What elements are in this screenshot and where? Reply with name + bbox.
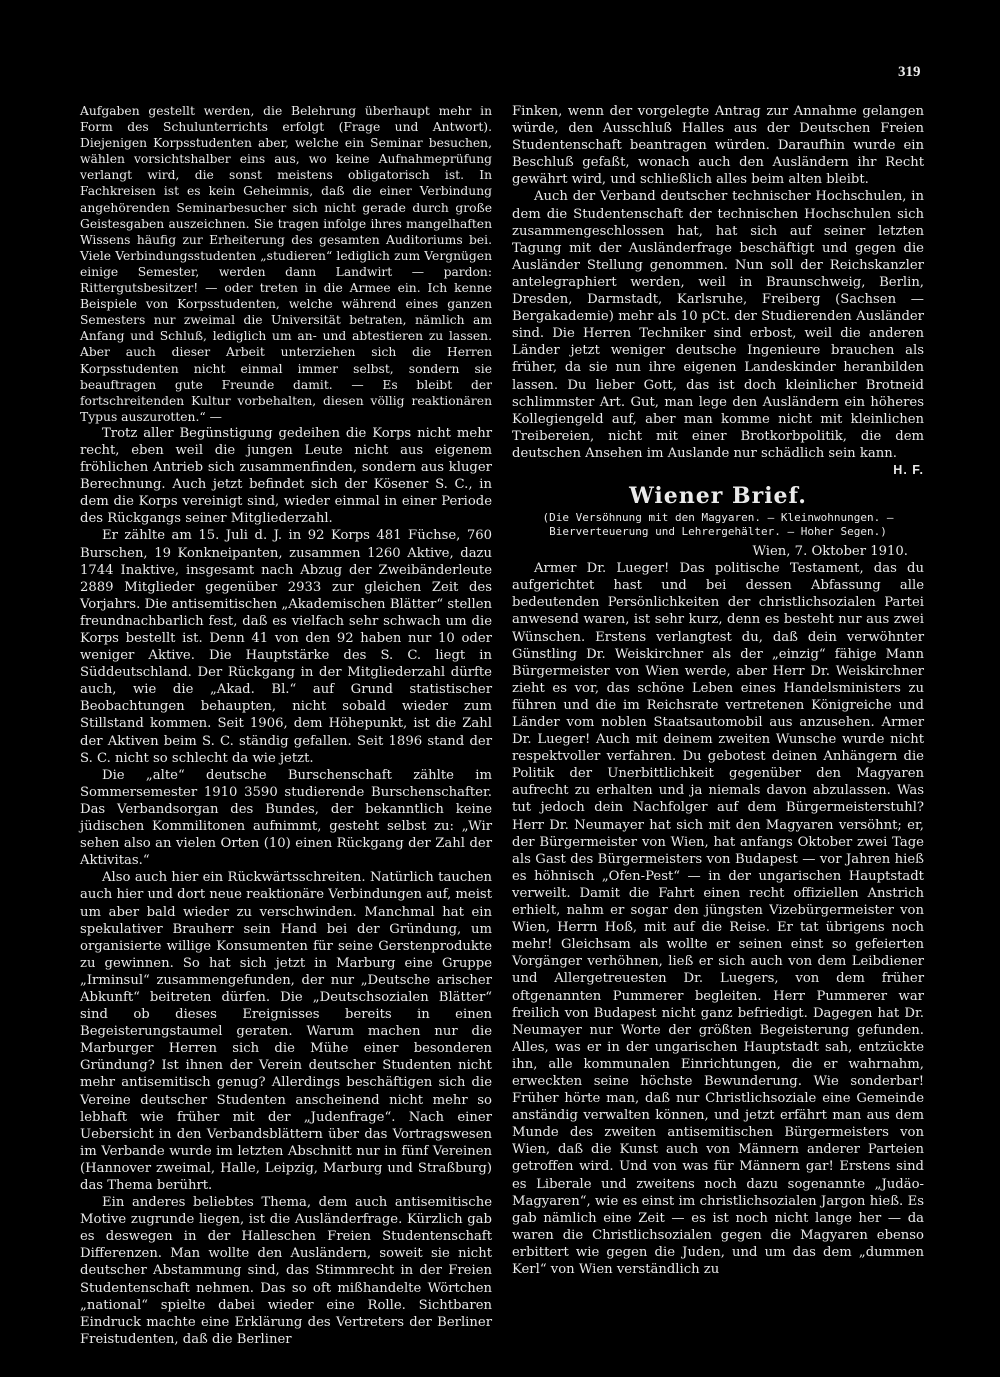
- author-signature: H. F.: [893, 462, 924, 477]
- page-number: 319: [898, 64, 921, 80]
- left-column: [80, 103, 492, 1348]
- paragraph: Er zählte am 15. Juli d. J. in 92 Korps 481 Füchse, 760 Burschen, 19 Konkneipanten, zusammen 1260 Aktive, dazu 1744 Inaktive, insgesamt nach Abzug der Zweibänderleute 2889 Mitglieder gegenüber 2933 zur gleichen Zeit des Vorjahrs. Die antisemitischen „Akademischen Blätter“ stellen freundnachbarlich fest, daß es vielfach sehr schwach um die Korps bestellt ist. Denn 41 von den 92 haben nur 10 oder weniger Aktive. Die Hauptstärke des S. C. liegt in Süddeutschland. Der Rückgang in der Mitgliederzahl dürfte auch, wie die „Akad. Bl.“ auf Grund statistischer Beobachtungen behaupten, nicht sobald wieder zum Stillstand kommen. Seit 1906, dem Höhepunkt, ist die Zahl der Aktiven beim S. C. ständig gefallen. Seit 1896 stand der S. C. nicht so schlecht da wie jetzt.: [80, 528, 492, 766]
- paragraph: Ein anderes beliebtes Thema, dem auch antisemitische Motive zugrunde liegen, ist die Ausländerfrage. Kürzlich gab es deswegen in der Halleschen Freien Studentenschaft Differenzen. Man wollte den Ausländern, soweit sie nicht deutscher Abstammung sind, das Stimmrecht in der Freien Studentenschaft nehmen. Das so oft mißhandelte Wörtchen „national“ spielte dabei wieder eine Rolle. Sichtbaren Eindruck machte eine Erklärung des Vertreters der Berliner Freistudenten, daß die Berliner: [80, 1195, 492, 1347]
- paragraph: Trotz aller Begünstigung gedeihen die Korps nicht mehr recht, eben weil die jungen Leute nicht aus eigenem fröhlichen Antrieb sich zusammenfinden, sondern aus kluger Berechnung. Auch jetzt befindet sich der Kösener S. C., in dem die Korps vereinigt sind, wieder einmal in einer Periode des Rückgangs seiner Mitgliederzahl.: [80, 425, 492, 527]
- paragraph: Also auch hier ein Rückwärtsschreiten. Natürlich tauchen auch hier und dort neue reaktionäre Verbindungen auf, meist um aber bald wieder zu verschwinden. Manchmal hat ein spekulativer Brauherr sein Hand bei der Gründung, um organisierte willige Konsumenten für seine Gerstenprodukte zu gewinnen. So hat sich jetzt in Marburg eine Gruppe „Irminsul“ zusammengefunden, der nur „Deutsche arischer Abkunft“ beitreten dürfen. Die „Deutschsozialen Blätter“ sind ob dieses Ereignisses bereits in einen Begeisterungstaumel geraten. Warum machen nur die Marburger Herren sich die Mühe einer besonderen Gründung? Ist ihnen der Verein deutscher Studenten nicht mehr antisemitisch genug? Allerdings beschäftigen sich die Vereine deutscher Studenten anscheinend nicht mehr so lebhaft wie früher mit der „Judenfrage“. Nach einer Uebersicht in den Verbandsblättern über das Vortragswesen im Verbande wurde im letzten Abschnitt nur in fünf Vereinen (Hannover zweimal, Halle, Leipzig, Marburg und Straßburg) das Thema berührt.: [80, 870, 492, 1193]
- section-title: Wiener Brief.: [629, 482, 807, 509]
- paragraph: Armer Dr. Lueger! Das politische Testament, das du aufgerichtet hast und bei dessen Abfassung alle bedeutenden Persönlichkeiten der christlichsozialen Partei anwesend waren, ist sehr kurz, denn es besteht nur aus zwei Wünschen. Erstens verlangtest du, daß dein verwöhnter Günstling Dr. Weiskirchner als der „einzig“ fähige Mann Bürgermeister von Wien werde, aber Herr Dr. Weiskirchner zieht es vor, das schöne Leben eines Handelsministers zu führen und die im Reichsrate vertretenen Königreiche und Länder vom noblen Staatsautomobil aus anzusehen. Armer Dr. Lueger! Auch mit deinem zweiten Wunsche wurde nicht respektvoller verfahren. Du gebotest deinen Anhängern die Politik der Unerbittlichkeit gegenüber den Magyaren aufrecht zu erhalten und ja niemals davon abzulassen. Was tut jedoch dein Nachfolger auf dem Bürgermeisterstuhl? Herr Dr. Neumayer hat sich mit den Magyaren versöhnt; er, der Bürgermeister von Wien, hat anfangs Oktober zwei Tage als Gast des Bürgermeisters von Budapest — vor Jahren hieß es höhnisch „Ofen-Pest“ — in der ungarischen Hauptstadt verweilt. Damit die Fahrt einen recht offiziellen Anstrich erhielt, nahm er sogar den jüngsten Vizebürgermeister von Wien, Herrn Hoß, mit auf die Reise. Er tat übrigens noch mehr! Gleichsam als wollte er seinen einst so gefeierten Vorgänger verhöhnen, ließ er sich auch von dem Leibdiener und Allergetreuesten Dr. Luegers, von dem früher oftgenannten Pummerer begleiten. Herr Pummerer war freilich von Budapest nicht ganz befriedigt. Dagegen hat Dr. Neumayer nur Worte der größten Begeisterung gefunden. Alles, was er in der ungarischen Hauptstadt sah, entzückte ihn, alle kommunalen Einrichtungen, die er wahrnahm, erweckten seine höchste Bewunderung. Wie sonderbar! Früher hörte man, daß nur Christlichsoziale eine Gemeinde anständig verwalten können, und jetzt erfährt man aus dem Munde des zweiten antisemitischen Bürgermeisters von Wien, daß die Kunst auch von Männern anderer Parteien getroffen wird. Und von was für Männern gar! Erstens sind es Liberale und zweitens noch dazu sogenannte „Judäo-Magyaren“, wie es einst im christlichsozialen Jargon hieß. Es gab nämlich eine Zeit — es ist noch nicht lange her — da waren die Christlichsozialen gegen die Magyaren ebenso erbittert wie gegen die Juden, und um das dem „dummen Kerl“ von Wien verständlich zu: [512, 561, 924, 1277]
- right-column: [512, 103, 924, 1278]
- paragraph: Finken, wenn der vorgelegte Antrag zur Annahme gelangen würde, den Ausschluß Halles aus der Deutschen Freien Studentenschaft beantragen würden. Daraufhin wurde ein Beschluß gefaßt, wonach auch den Ausländern ihr Recht gewährt wird, und schließlich alles beim alten bleibt.: [512, 104, 924, 188]
- dateline: Wien, 7. Oktober 1910.: [752, 544, 908, 560]
- section-subtitle: (Die Versöhnung mit den Magyaren. — Kleinwohnungen. — Bierverteuerung und Lehrergehälter. — Hoher Segen.): [542, 511, 894, 539]
- paragraph: Die „alte“ deutsche Burschenschaft zählte im Sommersemester 1910 3590 studierende Burschenschafter. Das Verbandsorgan des Bundes, der bekanntlich keine jüdischen Kommilitonen aufnimmt, gesteht selbst zu: „Wir sehen also an vielen Orten (10) einen Rückgang der Zahl der Aktivitas.“: [80, 767, 492, 869]
- paragraph: [512, 188, 924, 477]
- paragraph: Aufgaben gestellt werden, die Belehrung überhaupt mehr in Form des Schulunterrichts erfolgt (Frage und Antwort). Diejenigen Korpsstudenten aber, welche ein Seminar besuchen, wählen vorsichtshalber eins aus, wo keine Aufnahmeprüfung verlangt wird, die sonst meistens obligatorisch ist. In Fachkreisen ist es kein Geheimnis, daß die einer Verbindung angehörenden Seminarbesucher sich nicht gerade durch große Geistesgaben auszeichnen. Sie tragen infolge ihres mangelhaften Wissens häufig zur Erheiterung des gesamten Auditoriums bei. Viele Verbindungsstudenten „studieren“ lediglich zum Vergnügen einige Semester, werden dann Landwirt — pardon: Rittergutsbesitzer! — oder treten in die Armee ein. Ich kenne Beispiele von Korpsstudenten, welche während eines ganzen Semesters nur zweimal die Universität betraten, nämlich am Anfang und Schluß, lediglich um an- und abtestieren zu lassen. Aber auch dieser Arbeit unterziehen sich die Herren Korpsstudenten nicht einmal immer selbst, sondern sie beauftragen gute Freunde damit. — Es bleibt der fortschreitenden Kultur vorbehalten, diesen völlig reaktionären Typus auszurotten.“ —: [80, 104, 492, 424]
- paragraph-text: Auch der Verband deutscher technischer Hochschulen, in dem die Studentenschaft der technischen Hochschulen sich zusammengeschlossen hat, hat sich auf seiner letzten Tagung mit der Ausländerfrage beschäftigt und gegen die Ausländer Stellung genommen. Nun soll der Reichskanzler antelegraphiert werden, weil in Braunschweig, Berlin, Dresden, Darmstadt, Karlsruhe, Freiberg (Sachsen — Bergakademie) mehr als 10 pCt. der Studierenden Ausländer sind. Die Herren Techniker sind erbost, weil die anderen Länder jetzt weniger deutsche Ingenieure brauchen als früher, da sie nun ihre eigenen Landeskinder heranbilden lassen. Du lieber Gott, das ist doch kleinlicher Brotneid schlimmster Art. Gut, man lege den Ausländern ein höheres Kollegiengeld auf, aber man komme nicht mit kleinlichen Treibereien, nicht mit einer Brotkorbpolitik, die dem deutschen Ansehen im Auslande nur schädlich sein kann.: [512, 189, 924, 461]
